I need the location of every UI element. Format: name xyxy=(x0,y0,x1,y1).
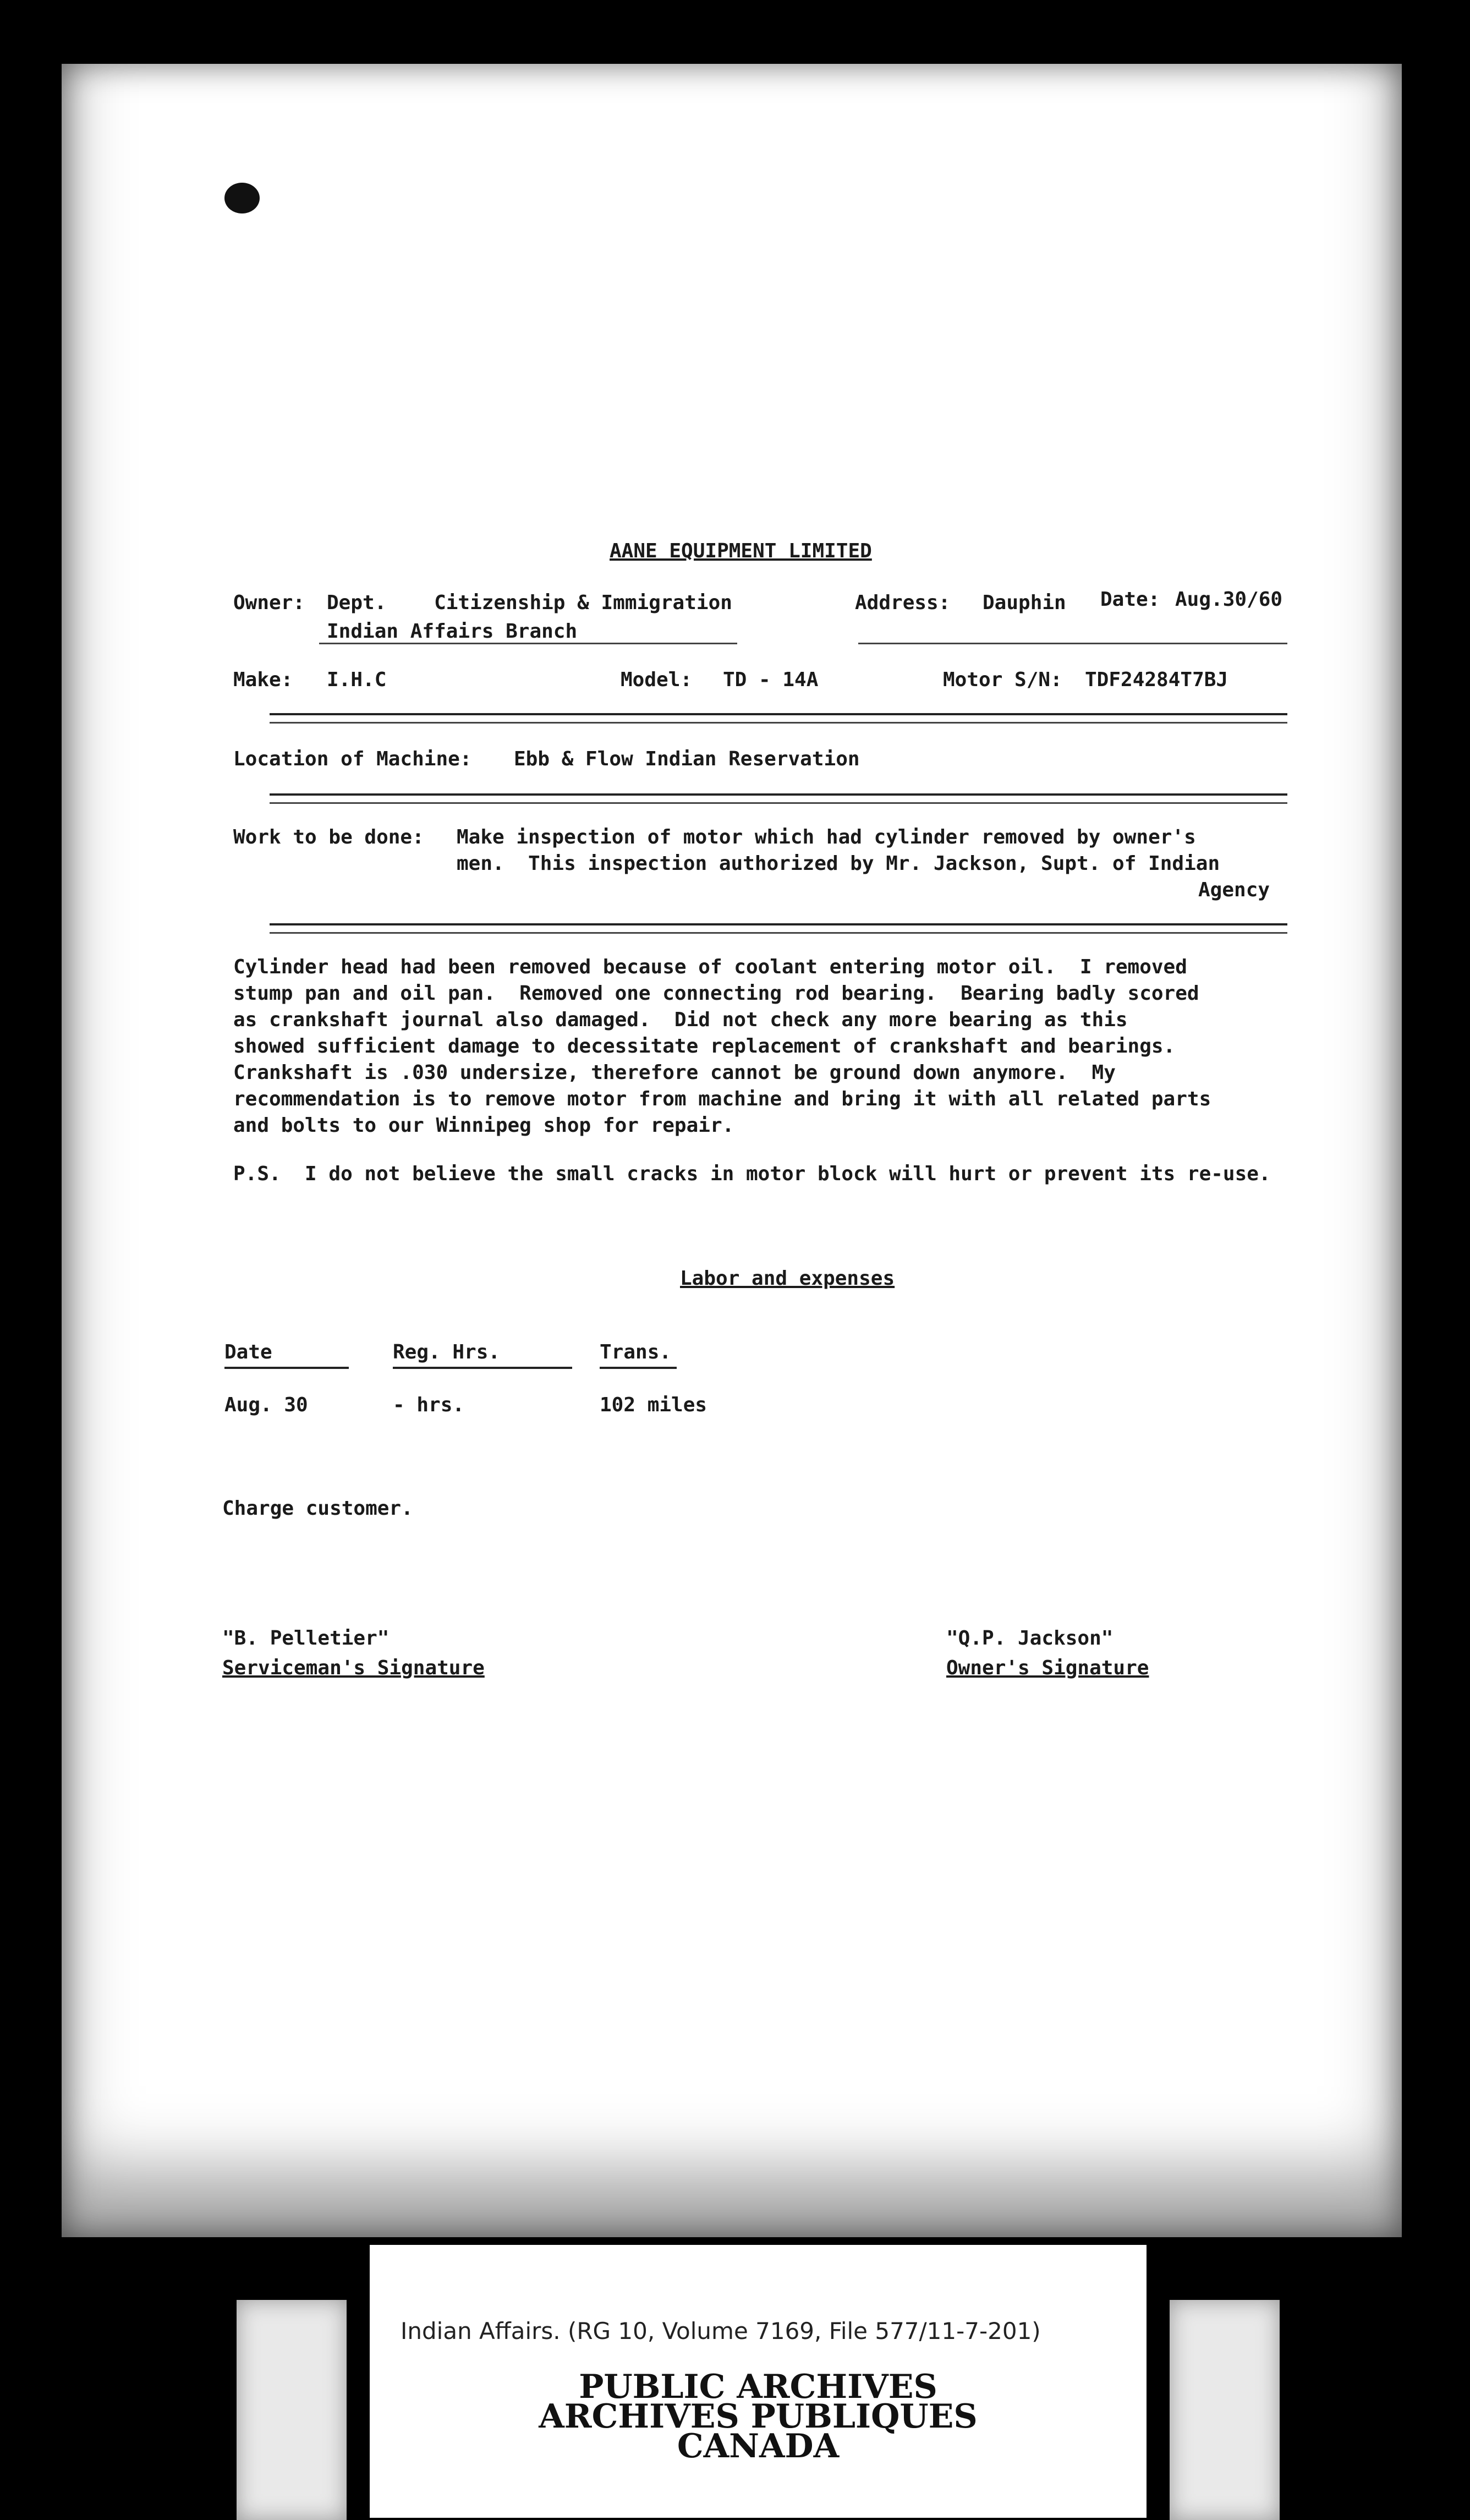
labor-heading: Labor and expenses xyxy=(680,1267,895,1290)
table-header-date-underline xyxy=(224,1367,349,1369)
address-value: Dauphin xyxy=(983,591,1066,614)
report-line-6: recommendation is to remove motor from machine and bring it with all related parts xyxy=(233,1088,1211,1110)
archive-line-1: PUBLIC ARCHIVES xyxy=(579,2368,937,2406)
location-label: Location of Machine: xyxy=(233,748,472,770)
make-value: I.H.C xyxy=(327,669,387,691)
charge-note: Charge customer. xyxy=(222,1497,413,1520)
address-underline xyxy=(858,643,1287,644)
rule-3b xyxy=(270,932,1287,934)
work-label: Work to be done: xyxy=(233,826,424,848)
owner-underline xyxy=(319,643,737,644)
serviceman-name: "B. Pelletier" xyxy=(222,1627,390,1650)
date-label: Date: xyxy=(1100,588,1160,611)
rule-1b xyxy=(270,722,1287,724)
punch-hole xyxy=(224,183,260,213)
table-cell-date: Aug. 30 xyxy=(224,1394,308,1416)
rule-2 xyxy=(270,793,1287,796)
work-line-2: men. This inspection authorized by Mr. Jackson, Supt. of Indian xyxy=(457,852,1220,875)
table-header-hours: Reg. Hrs. xyxy=(393,1341,501,1363)
report-line-4: showed sufficient damage to decessitate replacement of crankshaft and bearings. xyxy=(233,1035,1176,1058)
table-header-hours-underline xyxy=(393,1367,572,1369)
model-label: Model: xyxy=(621,669,693,691)
table-header-date: Date xyxy=(224,1341,272,1363)
report-line-7: and bolts to our Winnipeg shop for repair. xyxy=(233,1114,734,1137)
report-line-3: as crankshaft journal also damaged. Did not check any more bearing as this xyxy=(233,1009,1128,1031)
owner-value-line2: Indian Affairs Branch xyxy=(327,620,578,643)
motor-sn-value: TDF24284T7BJ xyxy=(1085,669,1228,691)
address-label: Address: xyxy=(855,591,951,614)
report-line-1: Cylinder head had been removed because of coolant entering motor oil. I removed xyxy=(233,956,1187,978)
table-cell-trans: 102 miles xyxy=(600,1394,707,1416)
archive-line-3: CANADA xyxy=(677,2427,840,2466)
table-cell-hours: - hrs. xyxy=(393,1394,465,1416)
company-name: AANE EQUIPMENT LIMITED xyxy=(610,540,872,562)
rule-3 xyxy=(270,923,1287,925)
rule-2b xyxy=(270,802,1287,804)
archive-reference: Indian Affairs. (RG 10, Volume 7169, File 577/11-7-201) xyxy=(401,2318,1041,2344)
owner-name: "Q.P. Jackson" xyxy=(946,1627,1114,1650)
table-header-trans: Trans. xyxy=(600,1341,672,1363)
owner-signature-label: Owner's Signature xyxy=(946,1657,1149,1679)
table-header-trans-underline xyxy=(600,1367,677,1369)
date-value: Aug.30/60 xyxy=(1175,588,1283,611)
work-line-1: Make inspection of motor which had cylinder removed by owner's xyxy=(457,826,1196,848)
motor-sn-label: Motor S/N: xyxy=(943,669,1062,691)
archive-tab-right xyxy=(1170,2300,1280,2520)
work-line-3: Agency xyxy=(1198,879,1270,901)
postscript: P.S. I do not believe the small cracks in motor block will hurt or prevent its re-use. xyxy=(233,1163,1271,1185)
make-label: Make: xyxy=(233,669,293,691)
archive-tab-left xyxy=(237,2300,347,2520)
serviceman-signature-label: Serviceman's Signature xyxy=(222,1657,485,1679)
owner-value-line1: Dept. Citizenship & Immigration xyxy=(327,591,732,614)
document-page xyxy=(62,64,1402,2237)
owner-label: Owner: xyxy=(233,591,305,614)
archive-line-2: ARCHIVES PUBLIQUES xyxy=(539,2397,978,2436)
rule-1 xyxy=(270,713,1287,715)
model-value: TD - 14A xyxy=(723,669,819,691)
report-line-2: stump pan and oil pan. Removed one connecting rod bearing. Bearing badly scored xyxy=(233,982,1199,1005)
report-line-5: Crankshaft is .030 undersize, therefore cannot be ground down anymore. My xyxy=(233,1061,1116,1084)
location-value: Ebb & Flow Indian Reservation xyxy=(514,748,860,770)
